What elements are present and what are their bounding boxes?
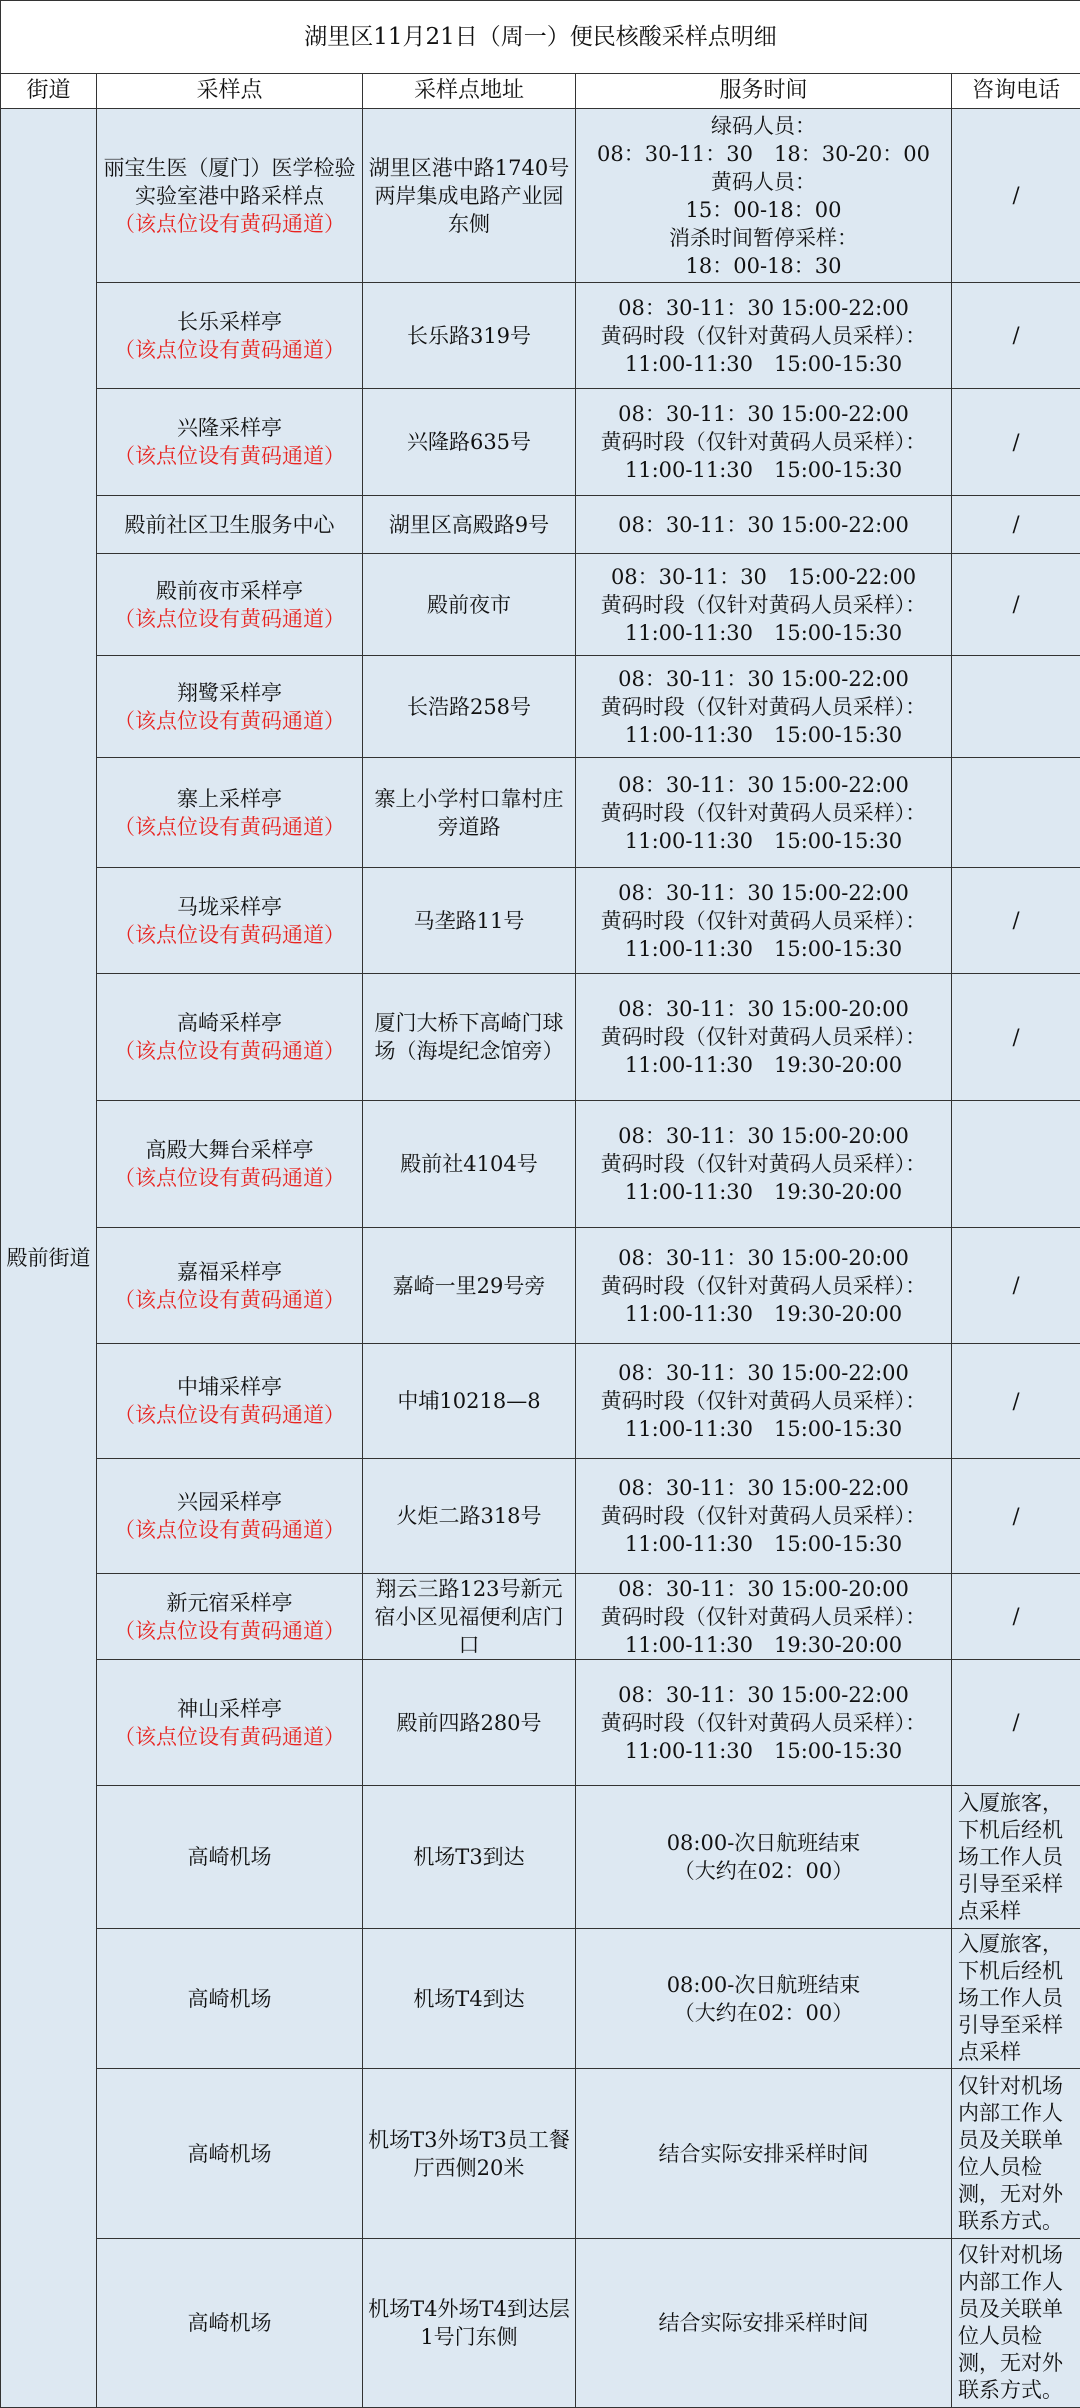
service-time-cell bbox=[576, 389, 952, 496]
table-row bbox=[1, 1459, 1080, 1574]
site-name: 高崎机场 bbox=[101, 2140, 358, 2168]
service-time-line: 黄码时段（仅针对黄码人员采样）： bbox=[580, 1603, 947, 1631]
service-time-line: 15：00-18：00 bbox=[580, 196, 947, 224]
address-cell: 殿前社4104号 bbox=[363, 1101, 576, 1228]
service-time-cell bbox=[576, 283, 952, 389]
service-time-line: 11:00-11:30 15:00-15:30 bbox=[580, 827, 947, 855]
site-name: 高崎机场 bbox=[101, 2309, 358, 2337]
address-cell: 火炬二路318号 bbox=[363, 1459, 576, 1574]
service-time-line: 黄码时段（仅针对黄码人员采样）： bbox=[580, 1150, 947, 1178]
table-row bbox=[1, 2069, 1080, 2239]
service-time-line: 11:00-11:30 15:00-15:30 bbox=[580, 1530, 947, 1558]
site-name: 殿前夜市采样亭 bbox=[101, 577, 358, 605]
table-row bbox=[1, 1660, 1080, 1786]
service-time-line: 结合实际安排采样时间 bbox=[580, 2309, 947, 2337]
service-time-line: 11:00-11:30 19:30-20:00 bbox=[580, 1051, 947, 1079]
table-row bbox=[1, 2239, 1080, 2408]
site-cell bbox=[97, 1101, 363, 1228]
service-time-line: 11:00-11:30 19:30-20:00 bbox=[580, 1300, 947, 1328]
site-cell bbox=[97, 1228, 363, 1344]
phone-cell: 仅针对机场内部工作人员及关联单位人员检测，无对外联系方式。 bbox=[952, 2069, 1080, 2239]
site-cell bbox=[97, 1344, 363, 1459]
phone-cell: / bbox=[952, 496, 1080, 554]
service-time-line: 黄码人员： bbox=[580, 168, 947, 196]
site-cell bbox=[97, 1660, 363, 1786]
service-time-cell bbox=[576, 1101, 952, 1228]
phone-cell bbox=[952, 656, 1080, 758]
table-row bbox=[1, 1101, 1080, 1228]
page-title: 湖里区11月21日（周一）便民核酸采样点明细 bbox=[1, 1, 1080, 74]
site-name: 殿前社区卫生服务中心 bbox=[101, 511, 358, 539]
address-cell: 湖里区港中路1740号两岸集成电路产业园东侧 bbox=[363, 109, 576, 283]
yellow-channel-note: （该点位设有黄码通道） bbox=[101, 1286, 358, 1314]
phone-cell: / bbox=[952, 1459, 1080, 1574]
site-name: 高崎采样亭 bbox=[101, 1009, 358, 1037]
header-address: 采样点地址 bbox=[363, 74, 576, 109]
table-row bbox=[1, 1929, 1080, 2069]
service-time-line: 黄码时段（仅针对黄码人员采样）： bbox=[580, 693, 947, 721]
service-time-line: 黄码时段（仅针对黄码人员采样）： bbox=[580, 1709, 947, 1737]
service-time-line: 黄码时段（仅针对黄码人员采样）： bbox=[580, 322, 947, 350]
site-cell bbox=[97, 109, 363, 283]
service-time-line: 08：30-11：30 15:00-22:00 bbox=[580, 771, 947, 799]
site-cell bbox=[97, 974, 363, 1101]
phone-cell: 入厦旅客，下机后经机场工作人员引导至采样点采样 bbox=[952, 1786, 1080, 1929]
site-name: 马垅采样亭 bbox=[101, 893, 358, 921]
yellow-channel-note: （该点位设有黄码通道） bbox=[101, 336, 358, 364]
service-time-line: 08：30-11：30 15:00-20:00 bbox=[580, 1244, 947, 1272]
service-time-line: （大约在02：00） bbox=[580, 1999, 947, 2027]
service-time-line: 11:00-11:30 15:00-15:30 bbox=[580, 456, 947, 484]
table-row bbox=[1, 554, 1080, 656]
site-name: 长乐采样亭 bbox=[101, 308, 358, 336]
phone-cell bbox=[952, 758, 1080, 868]
phone-cell bbox=[952, 1101, 1080, 1228]
phone-cell: / bbox=[952, 974, 1080, 1101]
service-time-line: 消杀时间暂停采样： bbox=[580, 224, 947, 252]
site-name: 神山采样亭 bbox=[101, 1695, 358, 1723]
phone-cell: / bbox=[952, 554, 1080, 656]
service-time-line: 11:00-11:30 15:00-15:30 bbox=[580, 935, 947, 963]
site-name: 中埔采样亭 bbox=[101, 1373, 358, 1401]
phone-cell: 仅针对机场内部工作人员及关联单位人员检测，无对外联系方式。 bbox=[952, 2239, 1080, 2408]
address-cell: 机场T3外场T3员工餐厅西侧20米 bbox=[363, 2069, 576, 2239]
site-name: 兴园采样亭 bbox=[101, 1488, 358, 1516]
service-time-cell bbox=[576, 1228, 952, 1344]
service-time-line: 08：30-11：30 15:00-20:00 bbox=[580, 1122, 947, 1150]
site-cell bbox=[97, 496, 363, 554]
yellow-channel-note: （该点位设有黄码通道） bbox=[101, 442, 358, 470]
phone-cell: / bbox=[952, 283, 1080, 389]
service-time-line: 08：30-11：30 15:00-20:00 bbox=[580, 995, 947, 1023]
yellow-channel-note: （该点位设有黄码通道） bbox=[101, 1164, 358, 1192]
site-name: 嘉福采样亭 bbox=[101, 1258, 358, 1286]
site-name: 翔鹭采样亭 bbox=[101, 679, 358, 707]
table-row bbox=[1, 1574, 1080, 1660]
service-time-line: 11:00-11:30 15:00-15:30 bbox=[580, 1737, 947, 1765]
service-time-line: 08：30-11：30 15:00-22:00 bbox=[580, 1681, 947, 1709]
yellow-channel-note: （该点位设有黄码通道） bbox=[101, 1516, 358, 1544]
site-cell bbox=[97, 1786, 363, 1929]
service-time-cell bbox=[576, 554, 952, 656]
service-time-line: 11:00-11:30 15:00-15:30 bbox=[580, 350, 947, 378]
header-service-time: 服务时间 bbox=[576, 74, 952, 109]
service-time-line: 11:00-11:30 19:30-20:00 bbox=[580, 1178, 947, 1206]
service-time-line: （大约在02：00） bbox=[580, 1857, 947, 1885]
phone-cell: / bbox=[952, 1574, 1080, 1660]
address-cell: 翔云三路123号新元宿小区见福便利店门口 bbox=[363, 1574, 576, 1660]
site-cell bbox=[97, 389, 363, 496]
table-row bbox=[1, 1786, 1080, 1929]
phone-cell: / bbox=[952, 868, 1080, 974]
service-time-line: 黄码时段（仅针对黄码人员采样）： bbox=[580, 1387, 947, 1415]
table-row bbox=[1, 868, 1080, 974]
table-row bbox=[1, 109, 1080, 283]
site-name: 高崎机场 bbox=[101, 1985, 358, 2013]
address-cell: 机场T3到达 bbox=[363, 1786, 576, 1929]
phone-cell: / bbox=[952, 1228, 1080, 1344]
table-row bbox=[1, 389, 1080, 496]
site-name: 丽宝生医（厦门）医学检验实验室港中路采样点 bbox=[101, 154, 358, 210]
service-time-line: 黄码时段（仅针对黄码人员采样）： bbox=[580, 428, 947, 456]
table-row bbox=[1, 283, 1080, 389]
service-time-line: 08：30-11：30 15:00-22:00 bbox=[580, 665, 947, 693]
header-site: 采样点 bbox=[97, 74, 363, 109]
service-time-line: 黄码时段（仅针对黄码人员采样）： bbox=[580, 799, 947, 827]
service-time-line: 08:00-次日航班结束 bbox=[580, 1829, 947, 1857]
phone-cell: / bbox=[952, 1344, 1080, 1459]
address-cell: 湖里区高殿路9号 bbox=[363, 496, 576, 554]
service-time-line: 08：30-11：30 15:00-22:00 bbox=[580, 1359, 947, 1387]
table-row bbox=[1, 1228, 1080, 1344]
yellow-channel-note: （该点位设有黄码通道） bbox=[101, 813, 358, 841]
service-time-line: 08:00-次日航班结束 bbox=[580, 1971, 947, 1999]
service-time-line: 08：30-11：30 15:00-20:00 bbox=[580, 1575, 947, 1603]
service-time-line: 08：30-11：30 15:00-22:00 bbox=[580, 511, 947, 539]
service-time-cell bbox=[576, 1459, 952, 1574]
yellow-channel-note: （该点位设有黄码通道） bbox=[101, 210, 358, 238]
service-time-cell bbox=[576, 1574, 952, 1660]
service-time-line: 绿码人员： bbox=[580, 112, 947, 140]
site-name: 新元宿采样亭 bbox=[101, 1589, 358, 1617]
service-time-line: 黄码时段（仅针对黄码人员采样）： bbox=[580, 591, 947, 619]
table-row bbox=[1, 496, 1080, 554]
service-time-cell bbox=[576, 1344, 952, 1459]
site-cell bbox=[97, 868, 363, 974]
yellow-channel-note: （该点位设有黄码通道） bbox=[101, 1723, 358, 1751]
service-time-line: 黄码时段（仅针对黄码人员采样）： bbox=[580, 1502, 947, 1530]
table-row bbox=[1, 1344, 1080, 1459]
service-time-line: 11:00-11:30 15:00-15:30 bbox=[580, 619, 947, 647]
phone-cell: / bbox=[952, 1660, 1080, 1786]
yellow-channel-note: （该点位设有黄码通道） bbox=[101, 921, 358, 949]
address-cell: 马垄路11号 bbox=[363, 868, 576, 974]
service-time-line: 结合实际安排采样时间 bbox=[580, 2140, 947, 2168]
phone-cell: 入厦旅客，下机后经机场工作人员引导至采样点采样 bbox=[952, 1929, 1080, 2069]
address-cell: 殿前夜市 bbox=[363, 554, 576, 656]
yellow-channel-note: （该点位设有黄码通道） bbox=[101, 707, 358, 735]
site-cell bbox=[97, 283, 363, 389]
address-cell: 机场T4到达 bbox=[363, 1929, 576, 2069]
service-time-line: 11:00-11:30 19:30-20:00 bbox=[580, 1631, 947, 1659]
service-time-cell bbox=[576, 656, 952, 758]
yellow-channel-note: （该点位设有黄码通道） bbox=[101, 1037, 358, 1065]
service-time-line: 08：30-11：30 15:00-22:00 bbox=[580, 294, 947, 322]
service-time-line: 黄码时段（仅针对黄码人员采样）： bbox=[580, 1272, 947, 1300]
service-time-cell bbox=[576, 1660, 952, 1786]
service-time-cell bbox=[576, 2069, 952, 2239]
phone-cell: / bbox=[952, 389, 1080, 496]
service-time-cell bbox=[576, 1786, 952, 1929]
site-cell bbox=[97, 758, 363, 868]
service-time-line: 11:00-11:30 15:00-15:30 bbox=[580, 721, 947, 749]
service-time-cell bbox=[576, 758, 952, 868]
table-row bbox=[1, 656, 1080, 758]
site-name: 高崎机场 bbox=[101, 1843, 358, 1871]
site-cell bbox=[97, 2069, 363, 2239]
service-time-line: 08：30-11：30 18：30-20：00 bbox=[580, 140, 947, 168]
service-time-line: 08：30-11：30 15:00-22:00 bbox=[580, 400, 947, 428]
site-cell bbox=[97, 2239, 363, 2408]
site-cell bbox=[97, 1459, 363, 1574]
address-cell: 嘉崎一里29号旁 bbox=[363, 1228, 576, 1344]
service-time-cell bbox=[576, 109, 952, 283]
service-time-line: 18：00-18：30 bbox=[580, 252, 947, 280]
address-cell: 寨上小学村口靠村庄旁道路 bbox=[363, 758, 576, 868]
table-row bbox=[1, 758, 1080, 868]
service-time-line: 11:00-11:30 15:00-15:30 bbox=[580, 1415, 947, 1443]
service-time-line: 黄码时段（仅针对黄码人员采样）： bbox=[580, 1023, 947, 1051]
site-name: 兴隆采样亭 bbox=[101, 414, 358, 442]
yellow-channel-note: （该点位设有黄码通道） bbox=[101, 605, 358, 633]
site-cell bbox=[97, 1929, 363, 2069]
yellow-channel-note: （该点位设有黄码通道） bbox=[101, 1617, 358, 1645]
yellow-channel-note: （该点位设有黄码通道） bbox=[101, 1401, 358, 1429]
address-cell: 兴隆路635号 bbox=[363, 389, 576, 496]
header-phone: 咨询电话 bbox=[952, 74, 1080, 109]
service-time-cell bbox=[576, 2239, 952, 2408]
site-cell bbox=[97, 1574, 363, 1660]
header-street: 街道 bbox=[1, 74, 97, 109]
service-time-cell bbox=[576, 974, 952, 1101]
address-cell: 长浩路258号 bbox=[363, 656, 576, 758]
address-cell: 殿前四路280号 bbox=[363, 1660, 576, 1786]
site-cell bbox=[97, 656, 363, 758]
site-name: 寨上采样亭 bbox=[101, 785, 358, 813]
address-cell: 长乐路319号 bbox=[363, 283, 576, 389]
address-cell: 厦门大桥下高崎门球场（海堤纪念馆旁） bbox=[363, 974, 576, 1101]
service-time-line: 黄码时段（仅针对黄码人员采样）： bbox=[580, 907, 947, 935]
site-name: 高殿大舞台采样亭 bbox=[101, 1136, 358, 1164]
service-time-line: 08：30-11：30 15:00-22:00 bbox=[580, 563, 947, 591]
service-time-line: 08：30-11：30 15:00-22:00 bbox=[580, 879, 947, 907]
service-time-cell bbox=[576, 496, 952, 554]
address-cell: 机场T4外场T4到达层1号门东侧 bbox=[363, 2239, 576, 2408]
phone-cell: / bbox=[952, 109, 1080, 283]
service-time-cell bbox=[576, 868, 952, 974]
address-cell: 中埔10218—8 bbox=[363, 1344, 576, 1459]
service-time-line: 08：30-11：30 15:00-22:00 bbox=[580, 1474, 947, 1502]
district-cell: 殿前街道 bbox=[1, 109, 97, 2408]
table-row bbox=[1, 974, 1080, 1101]
site-cell bbox=[97, 554, 363, 656]
service-time-cell bbox=[576, 1929, 952, 2069]
